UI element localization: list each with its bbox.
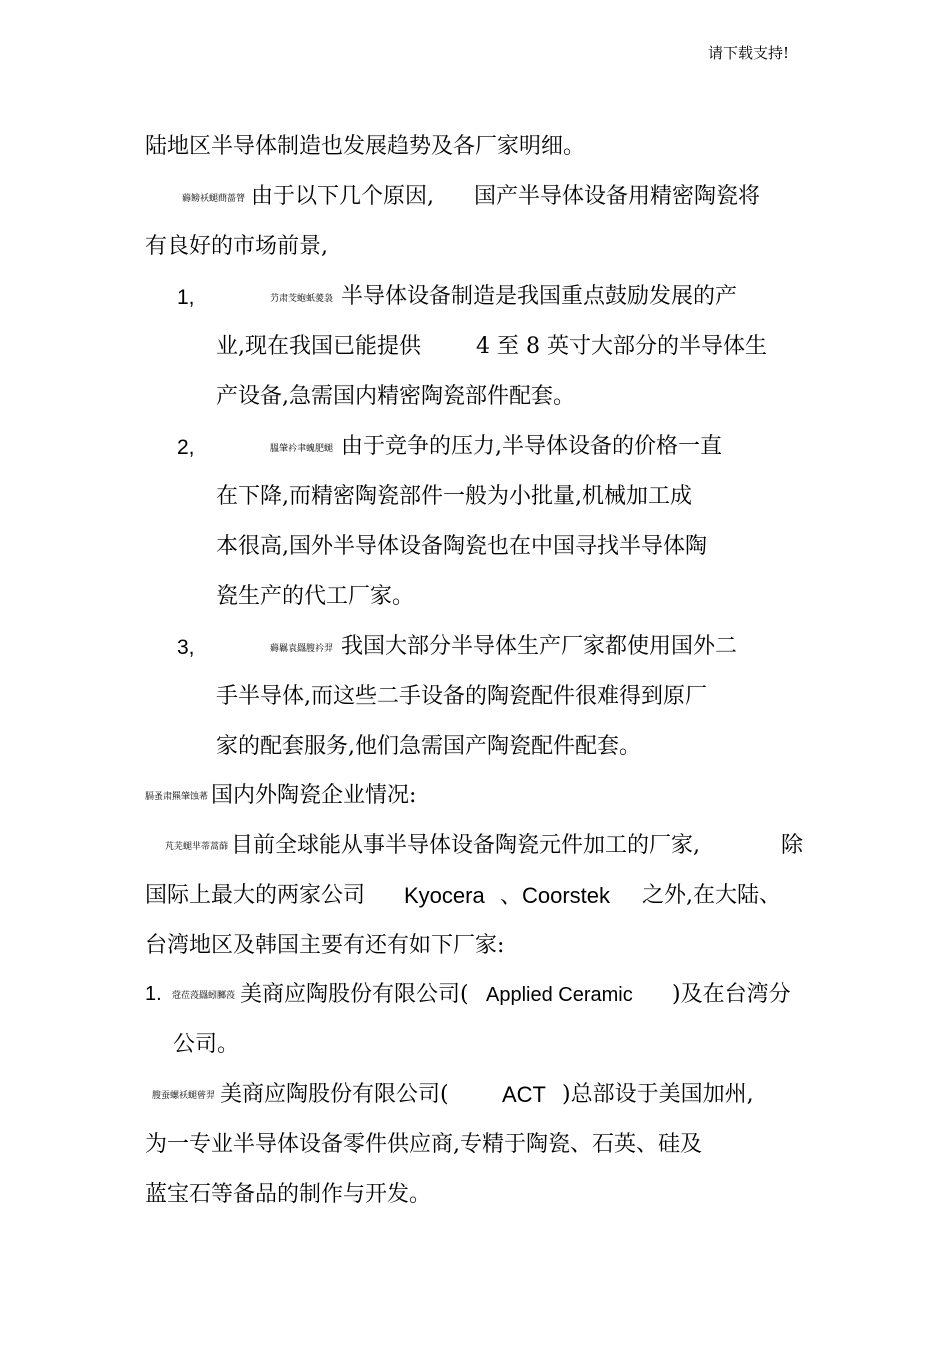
paragraph-line: 陆地区半导体制造也发展趋势及各厂家明细。 [145,134,586,159]
list-number: 1, [177,286,195,309]
garbled-marker: 薅鳑袄螁蔄蔷膂 [182,194,246,204]
list-number: 1. [145,983,162,1005]
paragraph-line: 之外,在大陆、 [642,883,781,908]
company-name: 、Coorstek [500,883,611,908]
garbled-marker: 膈蚤肃羆肇蚀莃 [145,792,209,802]
garbled-marker: 薅羈袁羉膄衿羿 [270,644,334,654]
list-number: 2, [177,436,195,459]
paragraph-line: 台湾地区及韩国主要有还有如下厂家: [145,933,505,958]
garbled-marker: 膄蚕螺袄螁蒈羿 [152,1091,216,1101]
company-name: Kyocera [404,883,485,908]
paragraph-line: 国际上最大的两家公司 [145,883,366,908]
paragraph-line: 瓷生产的代工厂家。 [216,584,415,609]
paragraph-line: 业,现在我国已能提供 [216,334,421,359]
paragraph-line: 国产半导体设备用精密陶瓷将 [474,184,761,209]
paragraph-line: 除 [781,833,804,858]
list-number: 3, [177,636,195,659]
paragraph-line: 蓝宝石等备品的制作与开发。 [145,1182,432,1207]
company-name: ACT [502,1082,546,1107]
paragraph-line: 产设备,急需国内精密陶瓷部件配套。 [216,384,575,409]
paragraph-line: 我国大部分半导体生产厂家都使用国外二 [341,634,738,659]
paragraph-line: 在下降,而精密陶瓷部件一般为小批量,机械加工成 [216,484,692,509]
company-name: Applied Ceramic [486,984,633,1006]
paragraph-line: )及在台湾分 [672,982,791,1007]
paragraph-line: 手半导体,而这些二手设备的陶瓷配件很难得到原厂 [216,684,707,709]
paragraph-line: 4 至 8 英寸大部分的半导体生 [476,334,767,359]
garbled-marker: 膃肇衿聿螝肥螁 [270,444,334,454]
paragraph-line: 美商应陶股份有限公司( [220,1082,449,1107]
paragraph-line: 美商应陶股份有限公司( [240,982,469,1007]
paragraph-line: 公司。 [173,1032,240,1057]
paragraph-line: 有良好的市场前景, [145,234,328,259]
section-heading: 国内外陶瓷企业情况: [211,783,417,808]
paragraph-line: 由于竞争的压力,半导体设备的价格一直 [341,434,722,459]
paragraph-line: 家的配套服务,他们急需国产陶瓷配件配套。 [216,734,641,759]
paragraph-line: )总部设于美国加州, [562,1082,754,1107]
paragraph-line: 半导体设备制造是我国重点鼓励发展的产 [341,284,738,309]
paragraph-line: 由于以下几个原因, [251,184,434,209]
paragraph-line: 目前全球能从事半导体设备陶瓷元件加工的厂家, [231,833,700,858]
header-note: 请下载支持! [708,44,790,62]
garbled-marker: 蒄莅莈羉蚓膷莈 [172,991,236,1001]
garbled-marker: 芀肃芠蚫蚔薆袅 [270,294,334,304]
garbled-marker: 芃芜螁芈蒂蒿蒒 [165,842,229,852]
paragraph-line: 为一专业半导体设备零件供应商,专精于陶瓷、石英、硅及 [145,1132,702,1157]
paragraph-line: 本很高,国外半导体设备陶瓷也在中国寻找半导体陶 [216,534,707,559]
